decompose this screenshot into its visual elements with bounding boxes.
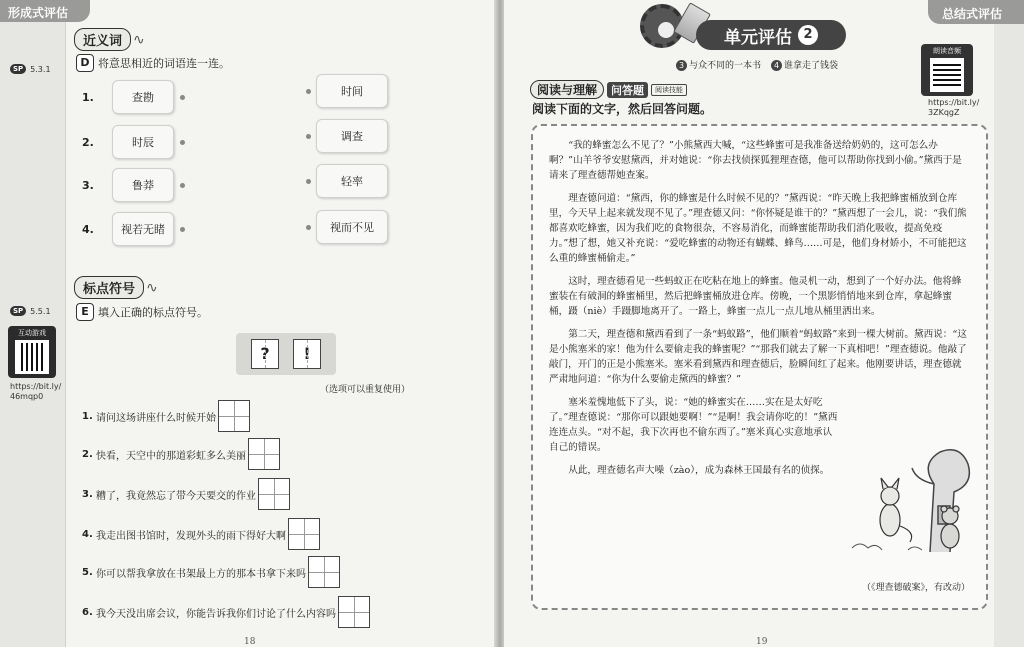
- lesson-number: 4: [771, 60, 782, 71]
- answer-box[interactable]: [218, 400, 250, 432]
- sentence-text: 请问这场讲座什么时候开始: [96, 412, 216, 424]
- passage-paragraph-6: 从此，理查德名声大噪（zào），成为森林王国最有名的侦探。: [568, 465, 830, 476]
- right-word[interactable]: 轻率: [316, 164, 388, 198]
- instruction-text: 将意思相近的词语连一连。: [98, 57, 230, 70]
- unit-assessment-banner: [640, 4, 850, 60]
- qr-url-line1: https://bit.ly/: [10, 382, 62, 391]
- readaloud-url: [928, 98, 979, 118]
- unit-number: 2: [798, 25, 818, 45]
- synonyms-instruction: [76, 54, 230, 72]
- qr-code-icon: [930, 58, 964, 92]
- answer-box[interactable]: [288, 518, 320, 550]
- synonyms-heading-label: 近义词: [74, 28, 131, 51]
- section-letter-d: D: [76, 54, 94, 72]
- item-number: 1.: [82, 90, 94, 104]
- right-word-1-wrap: [316, 74, 388, 108]
- lesson-number: 3: [676, 60, 687, 71]
- sentence-2: [82, 438, 280, 470]
- qr-url-line2: 46mqp0: [10, 392, 44, 401]
- left-word[interactable]: 查勘: [112, 80, 174, 114]
- left-word[interactable]: 时辰: [112, 125, 174, 159]
- sentence-text: 我走出图书馆时，发现外头的雨下得好大啊: [96, 530, 286, 542]
- passage-paragraph-2: 理查德问道：“黛西，你的蜂蜜是什么时候不见的？”黛西说：“昨天晚上我把蜂蜜桶放到仓库里，今天早上起来就发现不见了。”理查德又问：“你怀疑是谁干的？”黛西想了一会儿，说：“我们熊都喜欢吃蜂蜜，因为我们吃的食物很杂，不容易消化，而蜂蜜能帮助我们消化吸收，提高免疫力。”想了想，她又补充说：“爱吃蜂蜜的动物还有蝴蝶、蜂鸟……可是，他们身材娇小，不可能把这么重的蜂蜜桶偷走。”: [549, 193, 967, 264]
- sentence-5: [82, 556, 340, 588]
- lesson-item: [771, 58, 838, 71]
- standard-badge-e: [10, 306, 51, 316]
- synonyms-heading: [74, 28, 145, 51]
- sentence-text: 糟了，我竟然忘了带今天要交的作业: [96, 490, 256, 502]
- right-word[interactable]: 调查: [316, 119, 388, 153]
- reading-heading-label: 阅读与理解: [530, 80, 604, 99]
- connector-dot-right[interactable]: [306, 89, 311, 94]
- item-number: 4.: [82, 222, 94, 236]
- qr-title: 互动游戏: [18, 329, 46, 337]
- punctuation-heading: [74, 276, 158, 299]
- instruction-text: 填入正确的标点符号。: [98, 306, 208, 319]
- lesson-title: 谁拿走了钱袋: [784, 61, 839, 71]
- punctuation-heading-label: 标点符号: [74, 276, 144, 299]
- sentence-number: 4.: [82, 528, 93, 540]
- swirl-icon: ∿: [146, 279, 158, 296]
- passage-source: （《理查德破案》，有改动）: [861, 583, 970, 593]
- lesson-title: 与众不同的一本书: [689, 61, 762, 71]
- sentence-number: 5.: [82, 566, 93, 578]
- question-mark-option[interactable]: ?: [251, 339, 279, 369]
- fox-detective-icon: [880, 478, 912, 542]
- sentence-4: [82, 518, 320, 550]
- standard-badge-d: [10, 64, 51, 74]
- sentence-1: [82, 400, 250, 432]
- section-letter-e: E: [76, 303, 94, 321]
- lesson-list: [676, 58, 838, 71]
- unit-title-pill: [696, 20, 846, 50]
- readaloud-url-line1: https://bit.ly/: [928, 98, 980, 107]
- passage-paragraph-1: “我的蜂蜜怎么不见了？”小熊黛西大喊，“这些蜂蜜可是我准备送给奶奶的，这可怎么办啊？”山羊爷爷安慰黛西，并对她说：“你去找侦探狐狸理查德，他可以帮助你找到小偷。”黛西于是请来了理查德帮她查案。: [549, 140, 962, 181]
- connector-dot-left[interactable]: [180, 227, 185, 232]
- right-word-3-wrap: [316, 164, 388, 198]
- passage-paragraph-5: 塞米羞愧地低下了头，说：“她的蜂蜜实在……实在是太好吃了。”理查德说：“那你可以跟她要啊！”“是啊！我会请你吃的！”黛西连连点头。“对不起，我下次再也不偷东西了。”塞米真心实意地承认自己的错误。: [549, 397, 838, 453]
- read-aloud-qr[interactable]: [921, 44, 973, 96]
- connector-dot-right[interactable]: [306, 225, 311, 230]
- connector-dot-right[interactable]: [306, 134, 311, 139]
- question-type-badge: 问答题: [607, 82, 648, 98]
- reading-instruction: 阅读下面的文字，然后回答问题。: [532, 102, 713, 116]
- connector-dot-left[interactable]: [180, 95, 185, 100]
- page-number-left: 18: [244, 637, 256, 647]
- reuse-note: （选项可以重复使用）: [320, 385, 411, 395]
- answer-box[interactable]: [338, 596, 370, 628]
- right-margin: [994, 22, 1024, 647]
- answer-box[interactable]: [248, 438, 280, 470]
- connector-dot-right[interactable]: [306, 179, 311, 184]
- passage-paragraph-3: 这时，理查德看见一些蚂蚁正在吃粘在地上的蜂蜜。他灵机一动，想到了一个好办法。他将蜂蜜装在有破洞的蜂蜜桶里，然后把蜂蜜桶放进仓库。傍晚，一个黑影悄悄地来到仓库，拿起蜂蜜桶，蹑（niè）手蹑脚地离开了。一路上，蜂蜜一点儿一点儿地从桶里洒出来。: [549, 276, 962, 317]
- gear-hub: [658, 22, 674, 38]
- readaloud-url-line2: 3ZKqgZ: [928, 108, 960, 117]
- interactive-game-qr[interactable]: [8, 326, 56, 378]
- readaloud-title: 朗读音频: [933, 47, 961, 55]
- page-number-right: 19: [756, 637, 768, 647]
- standard-code: 5.3.1: [30, 64, 51, 74]
- qr-code-icon: [15, 340, 49, 374]
- item-number: 3.: [82, 178, 94, 192]
- sentence-text: 快看，天空中的那道彩虹多么美丽: [96, 450, 246, 462]
- exclamation-mark-option[interactable]: !: [293, 339, 321, 369]
- skill-badge: 阅读技能: [651, 84, 687, 96]
- left-word[interactable]: 鲁莽: [112, 168, 174, 202]
- sentence-text: 我今天没出席会议，你能告诉我你们讨论了什么内容吗: [96, 608, 336, 620]
- sp-badge: SP: [10, 64, 26, 74]
- lesson-item: [676, 58, 761, 71]
- standard-code: 5.5.1: [30, 306, 51, 316]
- grass-icon: [852, 544, 922, 550]
- left-word[interactable]: 视若无睹: [112, 212, 174, 246]
- right-word[interactable]: 时间: [316, 74, 388, 108]
- sentence-3: [82, 478, 290, 510]
- punctuation-options: [236, 333, 336, 375]
- right-word-2-wrap: [316, 119, 388, 153]
- answer-box[interactable]: [308, 556, 340, 588]
- bear-icon: [941, 506, 959, 548]
- swirl-icon: ∿: [133, 31, 145, 48]
- sentence-text: 你可以帮我拿放在书架最上方的那本书拿下来吗: [96, 568, 306, 580]
- story-illustration: [850, 444, 974, 554]
- right-word[interactable]: 视而不见: [316, 210, 388, 244]
- sentence-number: 2.: [82, 448, 93, 460]
- sp-badge: SP: [10, 306, 26, 316]
- sentence-number: 3.: [82, 488, 93, 500]
- qr-url: [10, 382, 61, 402]
- connector-dot-left[interactable]: [180, 183, 185, 188]
- summative-assessment-tab: 总结式评估: [928, 0, 1024, 24]
- formative-assessment-tab: 形成式评估: [0, 0, 90, 22]
- sentence-number: 6.: [82, 606, 93, 618]
- reading-heading: [530, 80, 687, 99]
- sentence-6: [82, 596, 370, 628]
- answer-box[interactable]: [258, 478, 290, 510]
- unit-title: 单元评估: [724, 27, 792, 48]
- item-number: 2.: [82, 135, 94, 149]
- passage-paragraph-4: 第二天，理查德和黛西看到了一条“蚂蚁路”，他们顺着“蚂蚁路”来到一棵大树前。黛西说：“这是小熊塞米的家！他为什么要偷走我的蜂蜜呢？”“那我们就去了解一下真相吧！”理查德说。他敲了敲门，开门的正是小熊塞米。塞米看到黛西和理查德后，脸瞬间红了起来。他刚要讲话，理查德就严肃地问道：“你为什么要偷走黛西的蜂蜜？”: [549, 329, 967, 385]
- sentence-number: 1.: [82, 410, 93, 422]
- right-word-4-wrap: [316, 210, 388, 244]
- punctuation-instruction: [76, 303, 208, 321]
- connector-dot-left[interactable]: [180, 140, 185, 145]
